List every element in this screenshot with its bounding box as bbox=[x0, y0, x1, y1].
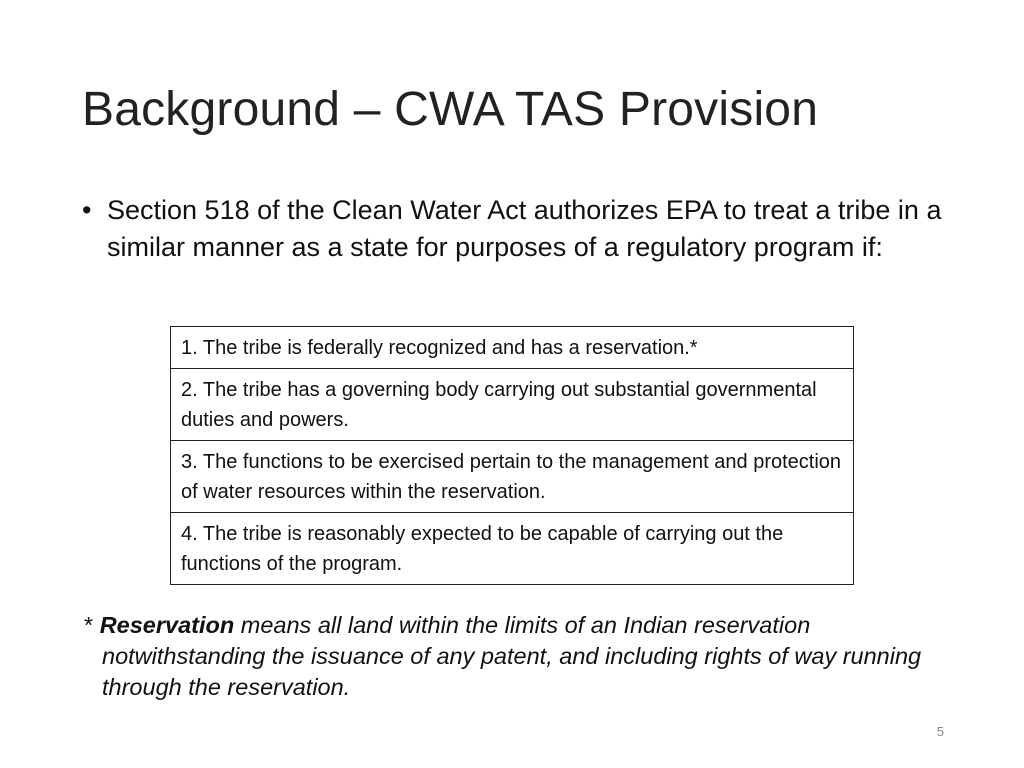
table-row bbox=[171, 327, 854, 369]
criterion-2: 2. The tribe has a governing body carrying out substantial governmental duties and powers. bbox=[171, 369, 854, 441]
footnote bbox=[84, 610, 962, 703]
page-number: 5 bbox=[936, 724, 944, 739]
footnote-marker: * bbox=[84, 612, 94, 638]
footnote-definition: means all land within the limits of an Indian reservation notwithstanding the issuance of any patent, and including rights of way running through the reservation. bbox=[102, 612, 922, 700]
criterion-4: 4. The tribe is reasonably expected to be capable of carrying out the functions of the program. bbox=[171, 513, 854, 585]
bullet-text: Section 518 of the Clean Water Act authorizes EPA to treat a tribe in a similar manner as a state for purposes of a regulatory program if: bbox=[107, 195, 942, 262]
criteria-table bbox=[170, 326, 854, 585]
table-row bbox=[171, 369, 854, 441]
bullet-item bbox=[82, 192, 952, 266]
table-row bbox=[171, 441, 854, 513]
criterion-3: 3. The functions to be exercised pertain to the management and protection of water resources within the reservation. bbox=[171, 441, 854, 513]
bullet-marker: • bbox=[82, 195, 92, 225]
slide-title: Background – CWA TAS Provision bbox=[82, 83, 819, 136]
footnote-term: Reservation bbox=[99, 612, 235, 638]
table-row bbox=[171, 513, 854, 585]
criterion-1: 1. The tribe is federally recognized and has a reservation.* bbox=[171, 327, 854, 369]
